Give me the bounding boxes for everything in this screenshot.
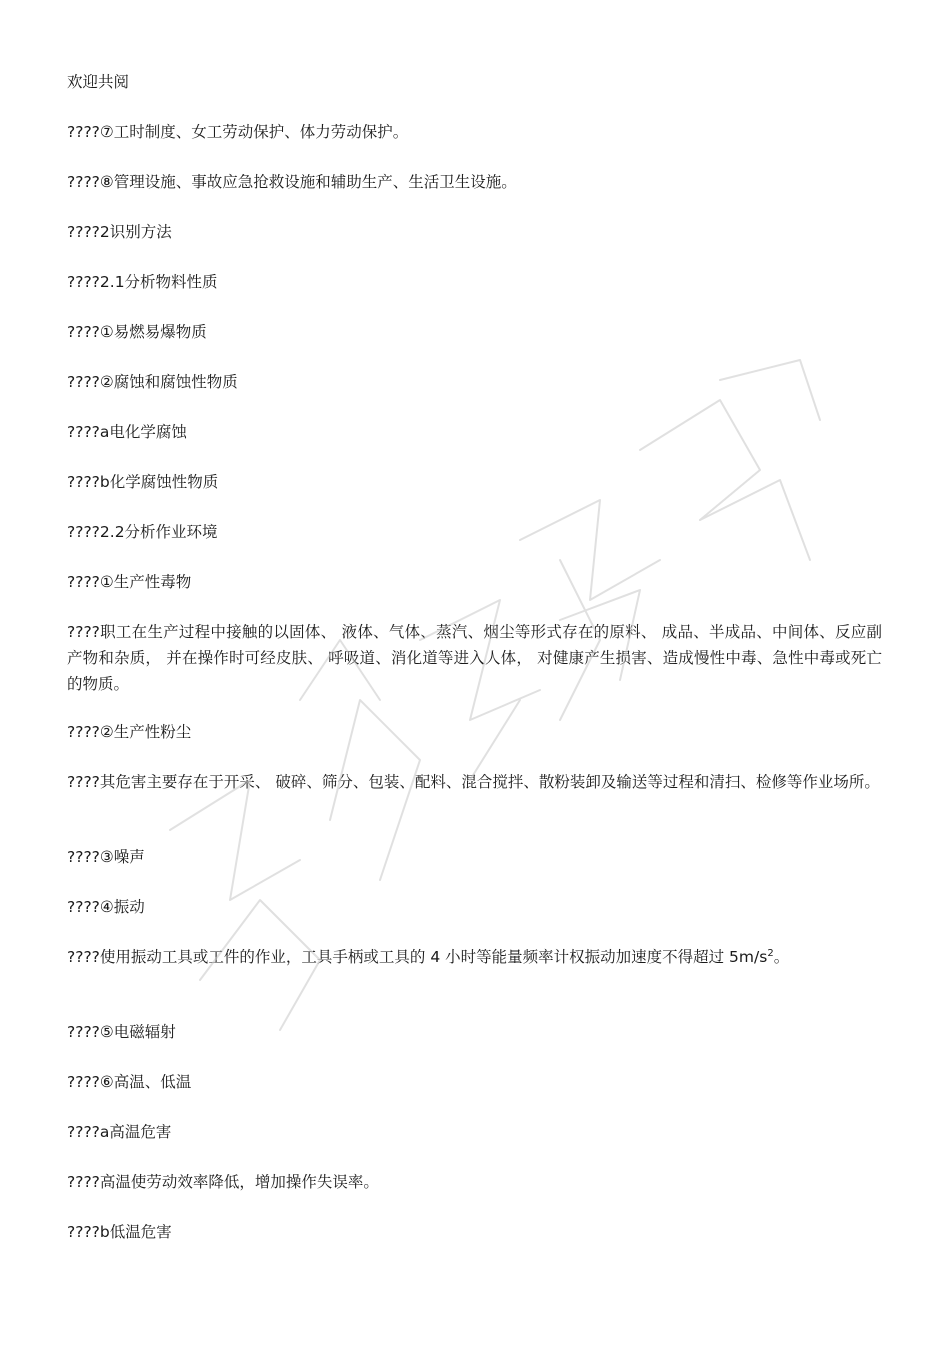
section-heading: ????2.1分析物料性质 <box>67 273 218 291</box>
page-header: 欢迎共阅 <box>67 73 130 91</box>
vibration-text: ????使用振动工具或工件的作业，工具手柄或工具的 4 小时等能量频率计权振动加速度不得超过 5m/s <box>67 948 768 966</box>
text-line: ????①易燃易爆物质 <box>67 323 207 341</box>
line-end: 。 <box>773 948 790 966</box>
text-line: ????⑦工时制度、女工劳动保护、体力劳动保护。 <box>67 123 409 141</box>
text-line: ????b低温危害 <box>67 1223 172 1241</box>
section-heading: ????2.2分析作业环境 <box>67 523 218 541</box>
text-line: ????④振动 <box>67 898 145 916</box>
text-line: ????b化学腐蚀性物质 <box>67 473 219 491</box>
text-line: ????a高温危害 <box>67 1123 172 1141</box>
paragraph-dust: ????其危害主要存在于开采、 破碎、筛分、包装、配料、混合搅拌、散粉装卸及输送等过程和清扫、检修等作业场所。 <box>67 773 880 791</box>
text-line: ????高温使劳动效率降低，增加操作失误率。 <box>67 1173 379 1191</box>
superscript: 2 <box>767 947 774 959</box>
text-line: ????a电化学腐蚀 <box>67 423 187 441</box>
paragraph-toxins: ????职工在生产过程中接触的以固体、 液体、气体、蒸汽、烟尘等形式存在的原料、 成品、半成品、中间体、反应副产物和杂质， 并在操作时可经皮肤、 呼吸道、消化道等进入人体， 对健康产生损害、造成慢性中毒、急性中毒或死亡的物质。 <box>67 623 882 693</box>
text-line: ????⑥高温、低温 <box>67 1073 192 1091</box>
paragraph-vibration <box>67 944 882 970</box>
text-line: ????②生产性粉尘 <box>67 723 192 741</box>
text-line: ????⑧管理设施、事故应急抢救设施和辅助生产、生活卫生设施。 <box>67 173 517 191</box>
text-line: ????①生产性毒物 <box>67 573 192 591</box>
text-line: ????③噪声 <box>67 848 145 866</box>
text-line: ????②腐蚀和腐蚀性物质 <box>67 373 238 391</box>
section-heading: ????2识别方法 <box>67 223 172 241</box>
text-line: ????⑤电磁辐射 <box>67 1023 176 1041</box>
